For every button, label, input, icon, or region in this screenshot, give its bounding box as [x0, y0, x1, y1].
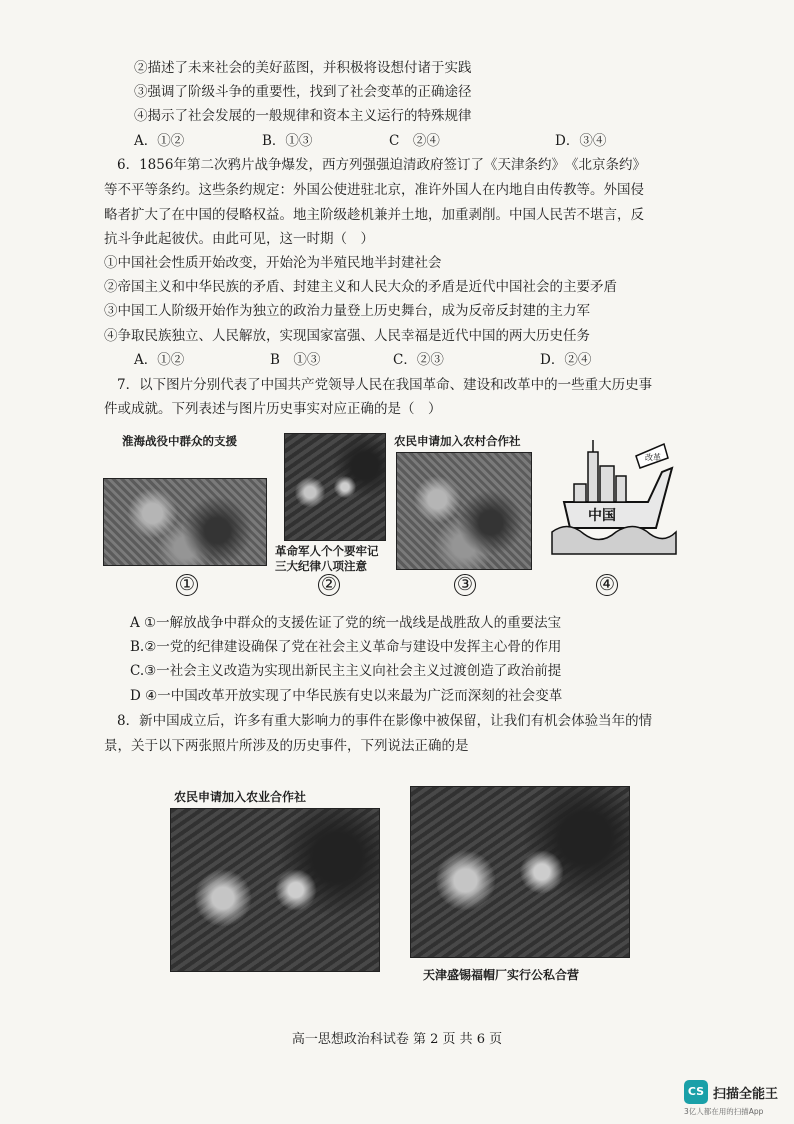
scanner-brand-tagline: 3亿人都在用的扫描App: [684, 1107, 764, 1116]
q8-photo-1: [170, 808, 380, 972]
q6-item-1: ①中国社会性质开始改变，开始沦为半殖民地半封建社会: [104, 255, 442, 271]
q6-option-d: D．②④: [540, 352, 592, 368]
q7-picture-3-caption: 农民申请加入农村合作社: [394, 434, 521, 448]
q6-item-3: ③中国工人阶级开始作为独立的政治力量登上历史舞台，成为反帝反封建的主力军: [104, 303, 590, 319]
q7-picture-3-photo: [396, 452, 532, 570]
page-footer: 高一思想政治科试卷 第 2 页 共 6 页: [291, 1032, 503, 1047]
q7-option-b: B.②一党的纪律建设确保了党在社会主义革命与建设中发挥主心骨的作用: [130, 639, 562, 655]
q7-picture-number-2: ②: [318, 574, 340, 596]
q7-option-a: A ①一解放战争中群众的支援佐证了党的统一战线是战胜敌人的重要法宝: [130, 615, 562, 631]
q8-photo-2: [410, 786, 630, 958]
q7-picture-2-caption-line-2: 三大纪律八项注意: [275, 559, 367, 573]
camscanner-logo-icon: CS: [684, 1080, 708, 1104]
q6-option-c: C．②③: [393, 352, 444, 368]
q7-picture-number-3: ③: [454, 574, 476, 596]
q7-stem-line-2: 件或成就。下列表述与图片历史事实对应正确的是（ ）: [104, 401, 442, 417]
q7-option-c: C.③一社会主义改造为实现出新民主主义向社会主义过渡创造了政治前提: [130, 663, 562, 679]
q6-stem-line-2: 等不平等条约。这些条约规定：外国公使进驻北京，准许外国人在内地自由传教等。外国侵: [104, 182, 644, 198]
q7-picture-1-caption: 淮海战役中群众的支援: [122, 434, 237, 448]
q5-item-4: ④揭示了社会发展的一般规律和资本主义运行的特殊规律: [134, 108, 472, 124]
q6-item-2: ②帝国主义和中华民族的矛盾、封建主义和人民大众的矛盾是近代中国社会的主要矛盾: [104, 279, 617, 295]
scanner-brand-name: 扫描全能王: [713, 1086, 779, 1102]
q6-option-b: B ①③: [270, 352, 321, 368]
q6-option-a: A．①②: [134, 352, 185, 368]
q6-stem-line-4: 抗斗争此起彼伏。由此可见，这一时期（ ）: [104, 231, 374, 247]
q5-option-c: C ②④: [389, 133, 440, 149]
q7-picture-1-photo: [103, 478, 267, 566]
q6-stem-line-3: 略者扩大了在中国的侵略权益。地主阶级趁机兼并土地，加重剥削。中国人民苦不堪言，反: [104, 207, 644, 223]
q7-picture-number-4: ④: [596, 574, 618, 596]
q7-picture-4-flag-label: 改革: [645, 453, 661, 462]
q6-stem-line-1: 6．1856年第二次鸦片战争爆发，西方列强强迫清政府签订了《天津条约》 《北京条约》: [117, 157, 646, 173]
q7-picture-2-photo: [284, 433, 386, 541]
q7-stem-line-1: 7．以下图片分别代表了中国共产党领导人民在我国革命、建设和改革中的一些重大历史事: [117, 377, 653, 393]
q5-item-2: ②描述了未来社会的美好蓝图，并积极将设想付诸于实践: [134, 60, 472, 76]
q8-stem-line-1: 8．新中国成立后，许多有重大影响力的事件在影像中被保留，让我们有机会体验当年的情: [117, 713, 653, 729]
q5-option-d: D．③④: [555, 133, 607, 149]
q5-option-a: A．①②: [134, 133, 185, 149]
q5-option-b: B．①③: [262, 133, 313, 149]
q8-stem-line-2: 景，关于以下两张照片所涉及的历史事件，下列说法正确的是: [104, 738, 469, 754]
scanner-brand: [684, 1080, 778, 1104]
q8-photo-2-caption: 天津盛锡福帽厂实行公私合营: [423, 968, 580, 982]
q7-picture-4-ship-label: 中国: [588, 508, 616, 524]
q8-photo-1-caption: 农民申请加入农业合作社: [174, 790, 307, 804]
q5-item-3: ③强调了阶级斗争的重要性，找到了社会变革的正确途径: [134, 84, 472, 100]
q7-picture-number-1: ①: [176, 574, 198, 596]
q7-picture-4-ship-illustration: [544, 432, 680, 568]
q7-option-d: D ④一中国改革开放实现了中华民族有史以来最为广泛而深刻的社会变革: [130, 688, 563, 704]
q7-picture-2-caption-line-1: 革命军人个个要牢记: [275, 544, 379, 558]
q6-item-4: ④争取民族独立、人民解放，实现国家富强、人民幸福是近代中国的两大历史任务: [104, 328, 590, 344]
